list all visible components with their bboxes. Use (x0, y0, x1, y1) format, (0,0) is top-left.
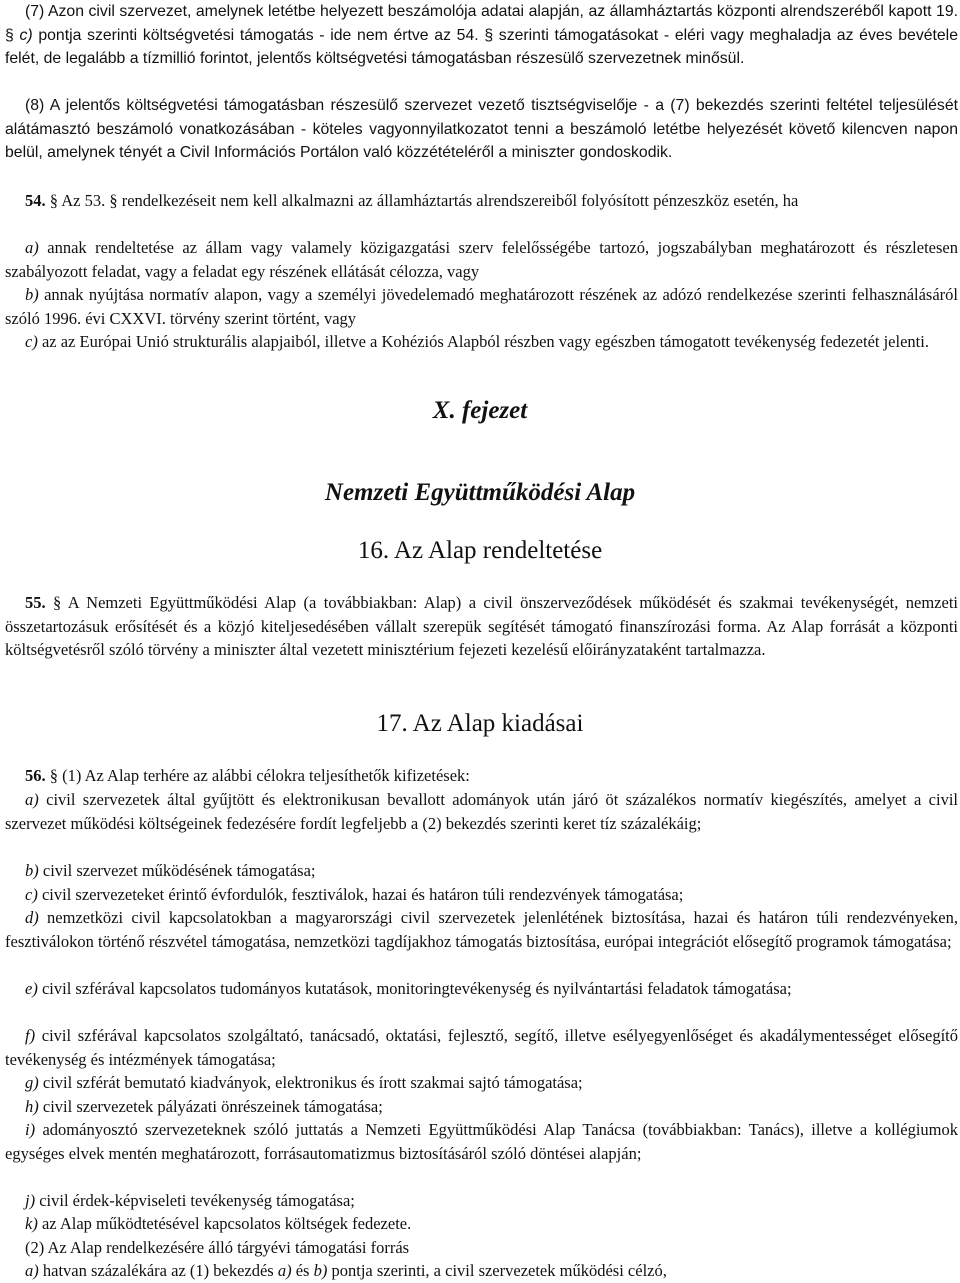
section-17-title: 17. Az Alap kiadásai (376, 710, 584, 737)
section-54-item-a: a) annak rendeltetése az állam vagy valamely közigazgatási szerv felelősségébe tartozó, jogszabályban meghatározott és részletesen szabályozott feladat, vagy a feladat egy részének ellátását célozza, vagy (5, 238, 958, 281)
section-54: 54. § Az 53. § rendelkezéseit nem kell alkalmazni az államháztartás alrendszereiből folyósított pénzeszköz esetén, ha (25, 191, 799, 210)
section-56-item-j: j) civil érdek-képviseleti tevékenység támogatása; (25, 1191, 355, 1210)
section-56-item-i: i) adományosztó szervezeteknek szóló juttatás a Nemzeti Együttműködési Alap Tanácsa (továbbiakban: Tanács), illetve a kollégiumok egységes elvek mentén meghatározott, forrásautomatizmus biztosításáról szóló döntései alapján; (5, 1120, 958, 1163)
section-56-item-d: d) nemzetközi civil kapcsolatokban a magyarországi civil szervezetek jelenlétének biztosítása, hazai és határon túli rendezvényeken, fesztiválokon történő részvétel támogatása, nemzetközi tagdíjakhoz támogatás biztosítása, európai integrációt elősegítő programok támogatása; (5, 908, 958, 951)
section-56: 56. § (1) Az Alap terhére az alábbi célokra teljesíthetők kifizetések: (25, 766, 470, 785)
section-56-item-b: b) civil szervezet működésének támogatása; (25, 861, 316, 880)
section-56-paragraph-2: (2) Az Alap rendelkezésére álló tárgyévi támogatási forrás (25, 1238, 410, 1257)
section-56-item-g: g) civil szférát bemutató kiadványok, elektronikus és írott szakmai sajtó támogatása; (25, 1073, 583, 1092)
section-54-item-c: c) az az Európai Unió strukturális alapjaiból, illetve a Kohéziós Alapból részben vagy egészben támogatott tevékenység fedezetét jelenti. (25, 332, 929, 351)
section-16-title: 16. Az Alap rendeltetése (357, 537, 603, 564)
paragraph-8: (8) A jelentős költségvetési támogatásban részesülő szervezet vezető tisztségviselője - a (7) bekezdés szerinti feltétel teljesülését alátámasztó beszámoló vonatkozásában - köteles vagyonnyilatkozatot tenni a beszámoló letétbe helyezését követő kilencven napon belül, amelynek tényét a Civil Információs Portálon való közzétételéről a miniszter gondoskodik. (5, 97, 958, 162)
section-55: 55. § A Nemzeti Együttműködési Alap (a továbbiakban: Alap) a civil önszerveződések működését és szakmai tevékenységét, nemzeti összetartozásuk erősítését és a közjó kiteljesedésében vállalt szerepük segítését támogató finanszírozási forma. Az Alap forrását a központi költségvetésről szóló törvény a miniszter által vezetett minisztérium fejezeti kezelésű előirányzataként tartalmazza. (5, 593, 958, 660)
section-56-item-e: e) civil szférával kapcsolatos tudományos kutatások, monitoringtevékenység és nyilvántartási feladatok támogatása; (25, 979, 792, 998)
section-56-item-k: k) az Alap működtetésével kapcsolatos költségek fedezete. (25, 1214, 412, 1233)
paragraph-7: (7) Azon civil szervezet, amelynek letétbe helyezett beszámolója adatai alapján, az államháztartás központi alrendszeréből kapott 19. § c) pontja szerinti költségvetési támogatás - ide nem értve az 54. § szerinti támogatásokat - eléri vagy meghaladja az éves bevétele felét, de legalább a tízmillió forintot, jelentős költségvetési támogatásban részesülő szervezetnek minősül. (5, 3, 958, 68)
chapter-number: X. fejezet (432, 397, 528, 424)
chapter-title: Nemzeti Együttműködési Alap (324, 479, 636, 506)
section-56-item-c: c) civil szervezeteket érintő évfordulók, fesztiválok, hazai és határon túli rendezvények támogatása; (25, 885, 684, 904)
section-56-item-h: h) civil szervezetek pályázati önrészeinek támogatása; (25, 1097, 383, 1116)
section-56-item-a: a) civil szervezetek által gyűjtött és elektronikusan bevallott adományok után járó öt százalékos normatív kiegészítés, amelyet a civil szervezet működési költségeinek fedezésére fordít legfeljebb a (2) bekezdés szerinti keret tíz százalékáig; (5, 790, 958, 833)
section-54-item-b: b) annak nyújtása normatív alapon, vagy a személyi jövedelemadó meghatározott részének az adózó rendelkezése szerinti felhasználásáról szóló 1996. évi CXXVI. törvény szerint történt, vagy (5, 285, 958, 328)
section-56-item-f: f) civil szférával kapcsolatos szolgáltató, tanácsadó, oktatási, fejlesztő, segítő, illetve esélyegyenlőséget és akadálymentességet elősegítő tevékenység és intézmények támogatása; (5, 1026, 958, 1069)
section-56-paragraph-2-item-a: a) hatvan százalékára az (1) bekezdés a) és b) pontja szerinti, a civil szervezetek működési célzó, (25, 1261, 667, 1280)
